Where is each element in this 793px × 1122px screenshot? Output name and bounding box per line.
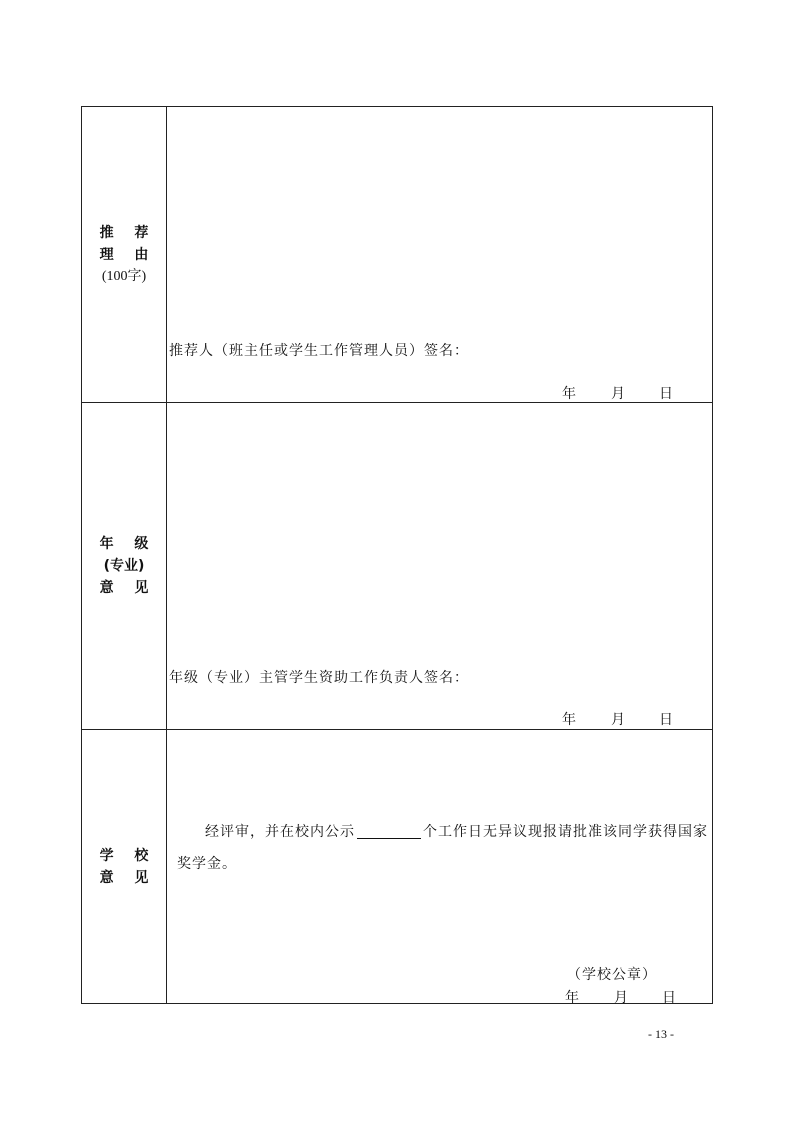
grade-date xyxy=(562,709,673,729)
recommend-reason-label xyxy=(82,107,167,402)
date-day: 日 xyxy=(659,712,673,728)
label-line: 年 级 xyxy=(99,536,157,552)
publicity-days-blank[interactable] xyxy=(357,837,421,839)
school-seal-label: （学校公章） xyxy=(567,967,657,983)
school-date xyxy=(565,987,676,1007)
text-before-blank: 经评审，并在校内公示 xyxy=(205,824,355,840)
grade-opinion-field[interactable] xyxy=(167,403,712,729)
date-year: 年 xyxy=(562,386,576,402)
school-opinion-label xyxy=(82,730,167,1003)
grade-opinion-label xyxy=(82,403,167,729)
date-month: 月 xyxy=(614,990,628,1006)
page-number: - 13 - xyxy=(648,1027,674,1041)
date-month: 月 xyxy=(611,386,625,402)
recommender-signature-label: 推荐人（班主任或学生工作管理人员）签名： xyxy=(169,343,469,359)
grade-signature-label: 年级（专业）主管学生资助工作负责人签名： xyxy=(169,670,469,686)
recommend-reason-field[interactable] xyxy=(167,107,712,402)
school-opinion-field xyxy=(167,730,712,1006)
date-month: 月 xyxy=(611,712,625,728)
date-year: 年 xyxy=(562,712,576,728)
label-line: 学 校 xyxy=(99,847,157,864)
label-line: (专业) xyxy=(103,558,145,574)
date-year: 年 xyxy=(565,990,579,1006)
label-line: 推 荐 xyxy=(99,224,157,241)
recommend-reason-row xyxy=(82,107,712,403)
school-opinion-text xyxy=(177,816,708,880)
recommendation-form-table xyxy=(81,106,713,1004)
text-after-blank: 个工作日无异议现报请批准该同学获得国家奖学金。 xyxy=(177,824,708,872)
recommend-date xyxy=(562,383,673,403)
label-line: 理 由 xyxy=(99,246,157,263)
label-line: 意 见 xyxy=(99,580,157,596)
date-day: 日 xyxy=(659,386,673,402)
school-opinion-row xyxy=(82,730,712,1006)
date-day: 日 xyxy=(662,990,676,1006)
label-line: (100字) xyxy=(101,268,147,284)
grade-opinion-row xyxy=(82,403,712,730)
label-line: 意 见 xyxy=(99,869,157,886)
